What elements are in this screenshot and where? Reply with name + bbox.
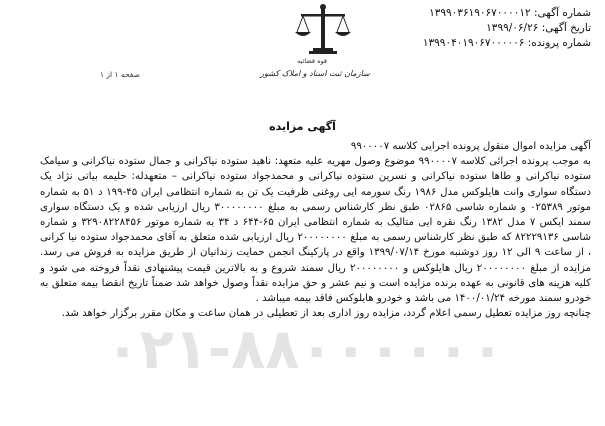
case-number-row [341, 36, 591, 51]
body-paragraph-heading: آگهی مزایده اموال منقول پرونده اجرایی کلاسه ۹۹۰۰۰۰۷ [350, 141, 591, 152]
body-paragraph-footer: چنانچه روز مزایده تعطیل رسمی اعلام گردد، مزایده روز اداری بعد از تعطیلی در همان ساعت و مکان مقرر برگزار خواهد شد. [61, 308, 591, 320]
case-number-label: شماره پرونده: [527, 37, 591, 49]
notice-date-label: تاریخ آگهی: [541, 22, 591, 34]
notice-number-label: شماره آگهی: [533, 7, 591, 19]
notice-title: آگهی مزایده [269, 120, 336, 133]
case-number-value: ۱۳۹۹۰۴۰۱۹۰۶۷۰۰۰۰۰۶ [422, 37, 525, 49]
notice-date-row [341, 21, 591, 36]
page-number: صفحه ۱ از ۱ [100, 70, 140, 79]
judiciary-label: قوه قضائیه [297, 57, 327, 65]
notice-meta [341, 6, 591, 51]
organization-name: سازمان ثبت اسناد و املاک کشور [260, 69, 370, 78]
notice-number-row [341, 6, 591, 21]
notice-body [40, 139, 591, 321]
body-paragraph-main: به موجب پرونده اجرائی کلاسه ۹۹۰۰۰۰۷ موضوع وصول مهریه علیه متعهد: ناهید ستوده نیاکرانی و جمال ستوده نیاکرانی و سیامک ستوده نیاکرانی و طاها ستوده نیاکرانی و نسرین ستوده نیاکرانی و محمدجواد ستوده نیاکرانی – متعهدله: حلیمه بیاتی نژاد یک دستگاه سواری وانت هایلوکس مدل ۱۹۸۶ رنگ سورمه ایی روغنی ظرفیت یک تن به شماره انتظامی ایران ۴۵-۱۹۹ د ۵۱ به شماره موتور ۰۲۵۳۸۹ و شماره شاسی ۰۲۸۶۵ طبق نظر کارشناس رسمی به مبلغ ۳۰۰۰۰۰۰۰۰ ریال ارزیابی شده و یک دستگاه سواری سمند ایکس ۷ مدل ۱۳۸۲ رنگ نقره ایی متالیک به شماره انتظامی ایران ۶۵-۶۴۴ د ۳۴ به شماره موتور ۳۲۹۰۸۲۲۸۴۵۶ و شماره شاسی ۸۲۲۲۹۱۳۶ که طبق نظر کارشناس رسمی به مبلغ ۲۰۰۰۰۰۰۰۰ ریال ارزیابی شده متعلق به آقای محمدجواد ستوده نیا کرانی ، از ساعت ۹ الی ۱۲ روز دوشنبه مورخ ۱۳۹۹/۰۷/۱۴ واقع در پارکینگ انجمن حمایت زندانیان از طریق مزایده به فروش می رسد. مزایده از مبلغ ۲۰۰۰۰۰۰۰۰ ریال هایلوکس و ۲۰۰۰۰۰۰۰۰ ریال سمند شروع و به بالاترین قیمت پیشنهادی نقداً فروخته می شود و کلیه هزینه های قانونی به عهده برنده مزایده است و نیم عشر و حق مزایده نقداً وصول خواهد شد ضمناً تاریخ انقضا بیمه متعلق به خودرو سمند مورخه ۱۴۰۰/۰۱/۲۴ می باشد و خودرو هایلوکس فاقد بیمه میباشد . [40, 156, 592, 305]
phone-watermark: ۰۲۱-۸۸۰۰۰۰۰۰ [105, 318, 505, 380]
notice-number-value: ۱۳۹۹۰۳۶۱۹۰۶۷۰۰۰۰۱۲ [429, 7, 531, 19]
notice-date-value: ۱۳۹۹/۰۶/۲۶ [486, 22, 539, 34]
